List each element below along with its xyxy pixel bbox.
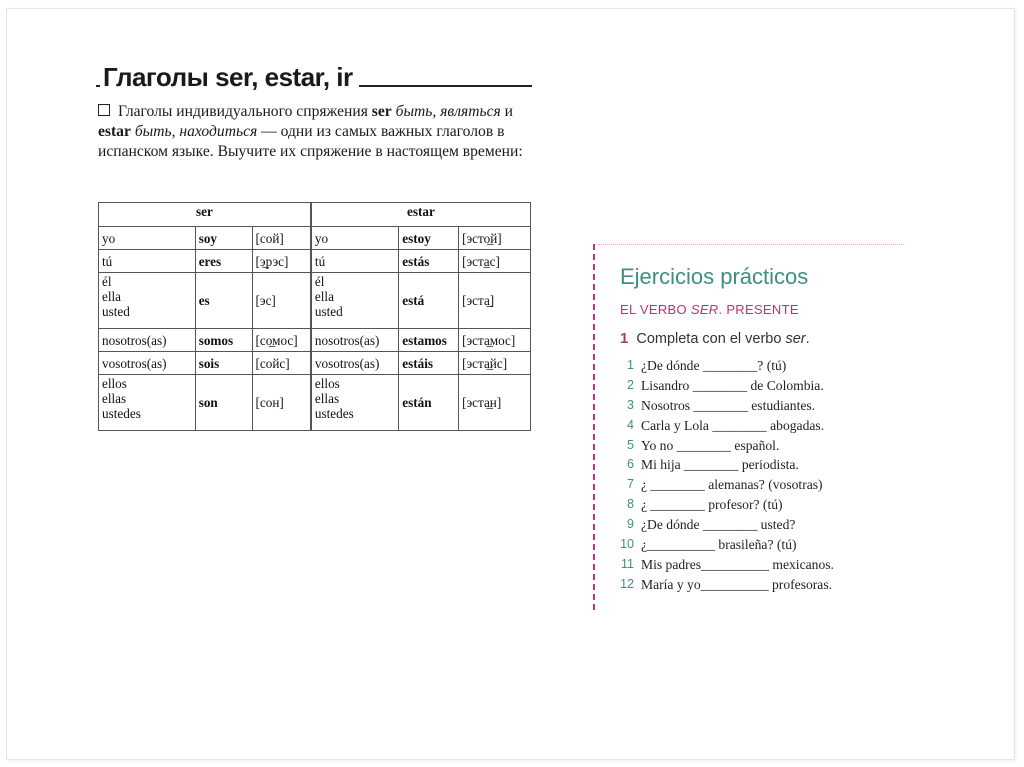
- item-number: 4: [627, 417, 634, 432]
- intro-paragraph: [98, 102, 532, 162]
- heading-trail-rule: [359, 85, 532, 87]
- estar-transcription-cell: [эсто̲й]: [459, 227, 531, 250]
- item-text: María y yo__________ profesoras.: [641, 576, 833, 592]
- subtitle-verb: SER: [690, 302, 719, 317]
- intro-and: и: [500, 103, 514, 120]
- item-text: Nosotros ________ estudiantes.: [641, 397, 816, 413]
- pronoun-cell: ellos ellas ustedes: [99, 375, 196, 431]
- list-item: [614, 575, 834, 595]
- panel-top-border: [598, 244, 904, 245]
- item-number: 10: [620, 537, 634, 552]
- pronoun-cell: vosotros(as): [99, 352, 196, 375]
- estar-transcription-cell: [эста̲]: [459, 273, 531, 329]
- task-prefix: Completa con el verbo: [636, 331, 786, 347]
- ser-form-cell: son: [195, 375, 252, 431]
- task-verb: ser: [785, 331, 806, 347]
- estar-transcription-cell: [эста̲мос]: [459, 329, 531, 352]
- list-item: [614, 396, 834, 416]
- estar-transcription-cell: [эстa̲с]: [459, 250, 531, 273]
- intro-ser-meaning: быть, являться: [395, 103, 501, 120]
- task-suffix: .: [805, 331, 810, 347]
- pronoun-cell: tú: [311, 250, 399, 273]
- item-number: 7: [627, 477, 634, 492]
- header-ser: ser: [99, 203, 311, 227]
- table-row: [99, 250, 531, 273]
- estar-transcription-cell: [эста̲йс]: [459, 352, 531, 375]
- list-item: [614, 535, 834, 555]
- pronoun-cell: vosotros(as): [311, 352, 399, 375]
- item-number: 9: [627, 517, 634, 532]
- pronoun-cell: yo: [311, 227, 399, 250]
- list-item: [614, 555, 834, 575]
- list-item: [614, 515, 834, 535]
- dashed-margin-line: [593, 244, 595, 610]
- pronoun-cell: nosotros(as): [99, 329, 196, 352]
- item-text: ¿__________ brasileña? (tú): [641, 537, 797, 553]
- intro-estar-meaning: быть, находиться: [134, 123, 258, 140]
- item-text: Lisandro ________ de Colombia.: [641, 377, 824, 393]
- ser-form-cell: sois: [195, 352, 252, 375]
- header-estar: estar: [311, 203, 531, 227]
- item-number: 5: [627, 437, 634, 452]
- item-number: 8: [627, 497, 634, 512]
- item-text: Yo no ________ español.: [641, 437, 780, 453]
- pronoun-cell: yo: [99, 227, 196, 250]
- list-item: [614, 475, 834, 495]
- subtitle-suffix: . PRESENTE: [718, 302, 799, 317]
- ser-transcription-cell: [э̲рэс]: [252, 250, 311, 273]
- estar-transcription-cell: [эста̲н]: [459, 375, 531, 431]
- pronoun-cell: tú: [99, 250, 196, 273]
- list-item: [614, 376, 834, 396]
- estar-form-cell: estás: [399, 250, 459, 273]
- list-item: [614, 416, 834, 436]
- heading-text: Глаголы ser, estar, ir: [103, 62, 353, 92]
- list-item: [614, 455, 834, 475]
- item-text: Mi hija ________ periodista.: [641, 457, 799, 473]
- task-number: 1: [620, 330, 629, 347]
- item-text: Carla y Lola ________ abogadas.: [641, 417, 825, 433]
- list-item: [614, 436, 834, 456]
- item-number: 12: [620, 576, 634, 591]
- ser-form-cell: soy: [195, 227, 252, 250]
- item-text: Mis padres__________ mexicanos.: [641, 556, 834, 572]
- heading-lead-rule: [96, 85, 100, 87]
- table-row: [99, 273, 531, 329]
- table-row: [99, 352, 531, 375]
- ser-form-cell: es: [195, 273, 252, 329]
- estar-form-cell: estamos: [399, 329, 459, 352]
- ser-transcription-cell: [сон]: [252, 375, 311, 431]
- exercises-subtitle: [620, 302, 799, 317]
- item-text: ¿De dónde ________ usted?: [641, 517, 796, 533]
- exercise-list: [614, 356, 834, 595]
- estar-form-cell: está: [399, 273, 459, 329]
- list-item: [614, 495, 834, 515]
- estar-form-cell: están: [399, 375, 459, 431]
- table-row: [99, 227, 531, 250]
- list-item: [614, 356, 834, 376]
- ser-form-cell: eres: [195, 250, 252, 273]
- ser-transcription-cell: [сой]: [252, 227, 311, 250]
- table-row: [99, 329, 531, 352]
- table-header-row: [99, 203, 531, 227]
- pronoun-cell: él ella usted: [311, 273, 399, 329]
- section-heading: [96, 60, 532, 90]
- exercises-title: Ejercicios prácticos: [620, 264, 809, 289]
- item-text: ¿De dónde ________? (tú): [641, 358, 787, 373]
- pronoun-cell: nosotros(as): [311, 329, 399, 352]
- checkbox-square-icon: [98, 104, 110, 116]
- ser-transcription-cell: [со̲мос]: [252, 329, 311, 352]
- intro-text-2: — одни из самых важных глаголов в испанском языке. Выучите их спряжение в настоящем времени:: [98, 123, 523, 160]
- table-row: [99, 375, 531, 431]
- task-instruction: [620, 330, 810, 347]
- item-text: ¿ ________ profesor? (tú): [641, 497, 783, 513]
- intro-ser: ser: [371, 103, 392, 120]
- item-text: ¿ ________ alemanas? (vosotras): [641, 477, 823, 493]
- ser-transcription-cell: [эс]: [252, 273, 311, 329]
- subtitle-prefix: EL VERBO: [620, 302, 691, 317]
- pronoun-cell: ellos ellas ustedes: [311, 375, 399, 431]
- item-number: 3: [627, 397, 634, 412]
- intro-estar: estar: [98, 123, 131, 140]
- ser-form-cell: somos: [195, 329, 252, 352]
- item-number: 11: [621, 556, 634, 571]
- item-number: 6: [627, 457, 634, 472]
- item-number: 2: [627, 377, 634, 392]
- ser-transcription-cell: [сойс]: [252, 352, 311, 375]
- intro-text-1: Глаголы индивидуального спряжения: [118, 103, 372, 120]
- estar-form-cell: estáis: [399, 352, 459, 375]
- item-number: 1: [627, 358, 634, 372]
- pronoun-cell: él ella usted: [99, 273, 196, 329]
- conjugation-table: [98, 202, 531, 431]
- estar-form-cell: estoy: [399, 227, 459, 250]
